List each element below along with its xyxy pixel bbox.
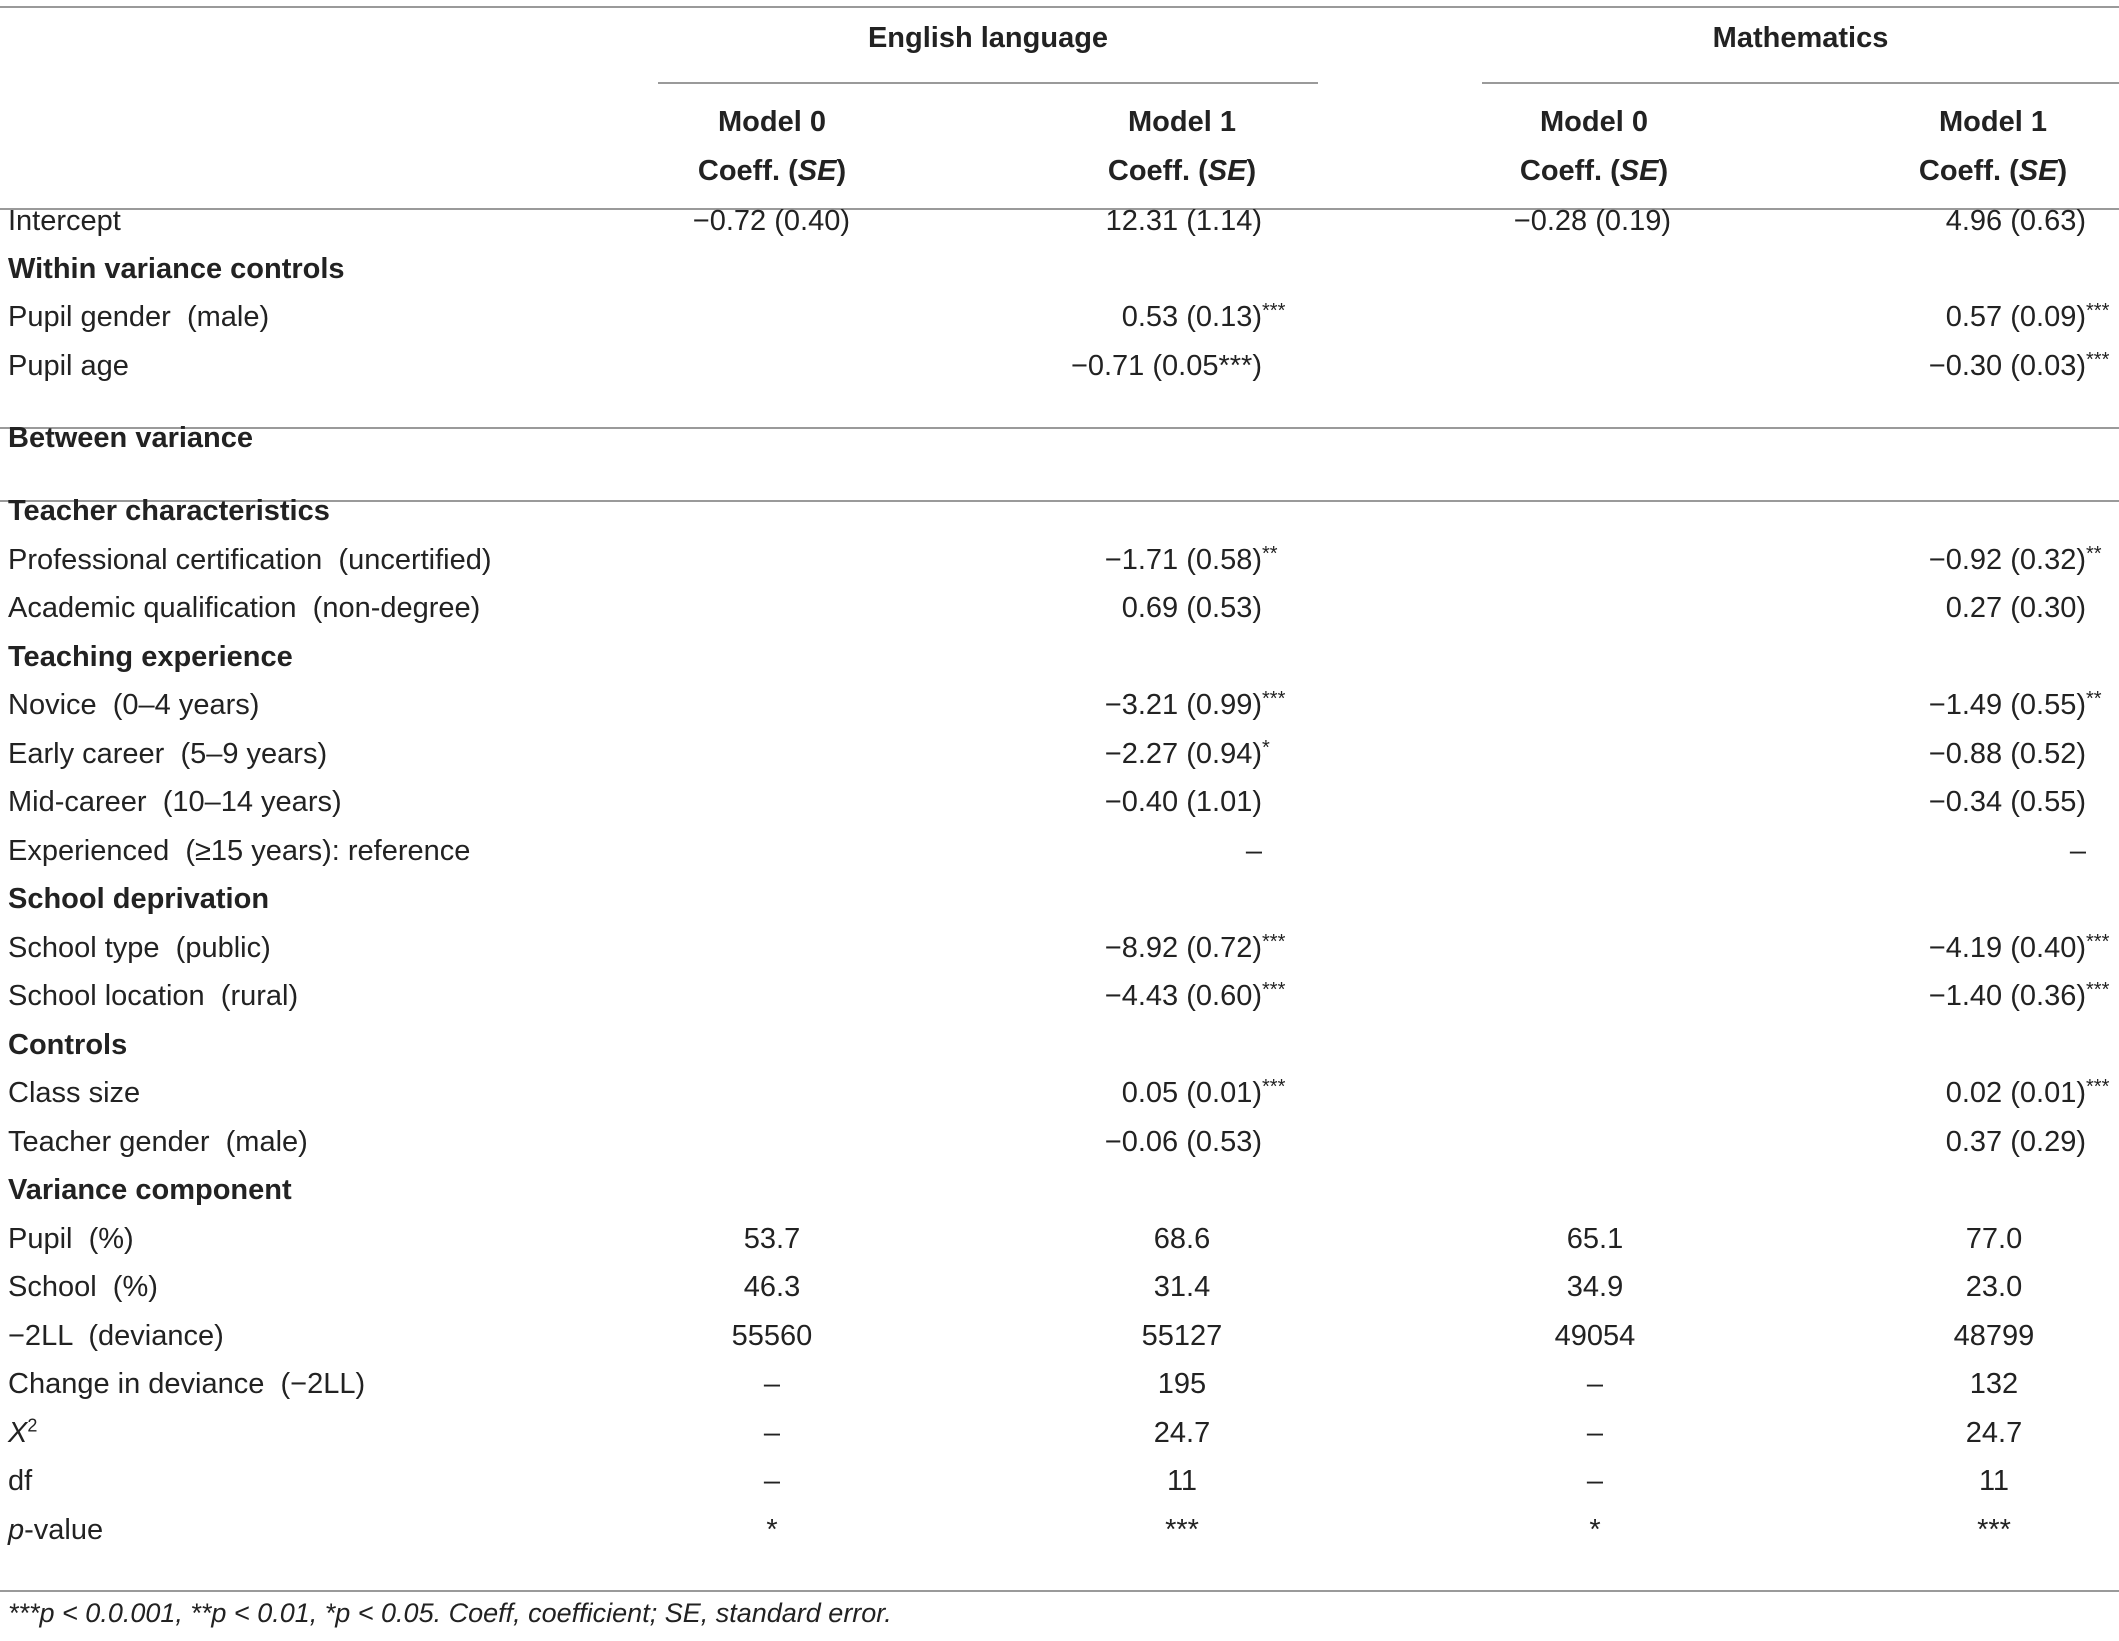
row-label <box>8 293 269 342</box>
row-label-text: Class size <box>8 1077 141 1109</box>
table-cell: 55127 <box>1141 1320 1223 1352</box>
row-label <box>8 827 470 876</box>
table-row <box>0 1263 2119 1312</box>
row-label <box>8 1506 103 1555</box>
table-row <box>0 1118 2119 1167</box>
table-cell: 77.0 <box>1965 1223 2023 1255</box>
cell-value: −2.27 (0.94) <box>1104 738 1262 770</box>
row-label-text: Teaching experience <box>8 641 293 673</box>
row-label-text: Academic qualification (non-degree) <box>8 592 481 624</box>
cell-value: −1.40 (0.36) <box>1928 980 2086 1012</box>
row-label-text: Pupil (%) <box>8 1223 134 1255</box>
table-cell: * <box>1589 1514 1601 1546</box>
section-label <box>8 1166 292 1215</box>
table-cell: * <box>766 1514 778 1546</box>
row-label <box>8 924 271 973</box>
cell-value: −1.71 (0.58) <box>1104 544 1262 576</box>
significance-stars: *** <box>1262 300 1286 322</box>
cell-value: −0.30 (0.03) <box>1928 350 2086 382</box>
table-cell: 53.7 <box>743 1223 801 1255</box>
coeff-label: Coeff. (SE) <box>697 155 847 187</box>
row-label-text: School (%) <box>8 1271 158 1303</box>
cell-value: 0.37 (0.29) <box>1945 1126 2086 1158</box>
table-row <box>0 1215 2119 1264</box>
row-label <box>8 1215 134 1264</box>
coeff-label: Coeff. (SE) <box>1519 155 1669 187</box>
cell-value: −0.88 (0.52) <box>1928 738 2086 770</box>
row-label-text: Controls <box>8 1029 128 1061</box>
model-label: Model 0 <box>1540 106 1648 138</box>
significance-stars: *** <box>2086 349 2110 371</box>
row-label-text: Pupil gender (male) <box>8 301 270 333</box>
section-header-row <box>0 633 2119 682</box>
cell-value: −0.72 (0.40) <box>692 205 850 237</box>
table-cell: 195 <box>1157 1368 1207 1400</box>
cell-value: 4.96 (0.63) <box>1945 205 2086 237</box>
significance-stars: *** <box>1262 688 1286 710</box>
table-cell: 23.0 <box>1965 1271 2023 1303</box>
coeff-label: Coeff. (SE) <box>1107 155 1257 187</box>
column-header-english-model1 <box>1032 98 1332 196</box>
row-label-text: Mid-career (10–14 years) <box>8 786 342 818</box>
row-label <box>8 730 327 779</box>
top-rule <box>0 6 2119 8</box>
row-label <box>8 584 480 633</box>
row-label-text: Between variance <box>8 422 254 454</box>
row-label-text: X <box>8 1417 28 1449</box>
row-label-text: Novice (0–4 years) <box>8 689 260 721</box>
column-header-maths-model1 <box>1843 98 2119 196</box>
table-row <box>0 1312 2119 1361</box>
table-row <box>0 1506 2119 1555</box>
table-bottom-rule <box>0 1590 2119 1592</box>
cell-value: −8.92 (0.72) <box>1104 932 1262 964</box>
table-row <box>0 924 2119 973</box>
table-row <box>0 342 2119 391</box>
table-row <box>0 730 2119 779</box>
table-cell: 24.7 <box>1153 1417 1211 1449</box>
column-header-maths-model0 <box>1444 98 1744 196</box>
table-cell: 55560 <box>731 1320 813 1352</box>
row-label <box>8 1312 224 1361</box>
significance-stars: *** <box>1262 979 1286 1001</box>
section-label <box>8 633 293 682</box>
significance-stars: * <box>1262 737 1270 759</box>
cell-value: – <box>1245 835 1262 867</box>
model-label: Model 1 <box>1939 106 2047 138</box>
table-row <box>0 197 2119 246</box>
table-cell: – <box>1586 1465 1604 1497</box>
table-cell: 132 <box>1969 1368 2019 1400</box>
table-cell: 11 <box>1978 1465 2010 1497</box>
cell-value: −0.71 (0.05***) <box>1070 350 1262 382</box>
section-header-row <box>0 414 2119 463</box>
english-group-rule <box>658 82 1318 84</box>
row-label <box>8 197 121 246</box>
section-header-row <box>0 245 2119 294</box>
row-label-text: School type (public) <box>8 932 271 964</box>
cell-value: 0.57 (0.09) <box>1945 301 2086 333</box>
table-row <box>0 1360 2119 1409</box>
row-label-text: Within variance controls <box>8 253 345 285</box>
table-cell: – <box>763 1368 781 1400</box>
table-cell: 68.6 <box>1153 1223 1211 1255</box>
row-label <box>8 778 342 827</box>
table-cell: – <box>1586 1417 1604 1449</box>
table-cell: – <box>1586 1368 1604 1400</box>
row-label-text: Variance component <box>8 1174 292 1206</box>
cell-value: 0.69 (0.53) <box>1121 592 1262 624</box>
table-cell: – <box>763 1465 781 1497</box>
coeff-label: Coeff. (SE) <box>1918 155 2068 187</box>
table-row <box>0 681 2119 730</box>
cell-value: −0.06 (0.53) <box>1104 1126 1262 1158</box>
section-label <box>8 414 253 463</box>
row-label <box>8 536 492 585</box>
table-row <box>0 1409 2119 1458</box>
significance-stars: *** <box>2086 1076 2110 1098</box>
cell-value: −0.40 (1.01) <box>1104 786 1262 818</box>
section-header-row <box>0 875 2119 924</box>
cell-value: −4.19 (0.40) <box>1928 932 2086 964</box>
cell-value: −0.34 (0.55) <box>1928 786 2086 818</box>
row-label-text: df <box>8 1465 33 1497</box>
row-label <box>8 1069 140 1118</box>
table-row <box>0 972 2119 1021</box>
section-label <box>8 487 330 536</box>
significance-stars: ** <box>2086 543 2102 565</box>
column-header-english-model0 <box>622 98 922 196</box>
table-row <box>0 1069 2119 1118</box>
row-label <box>8 1263 158 1312</box>
cell-value: 0.53 (0.13) <box>1121 301 1262 333</box>
model-label: Model 0 <box>718 106 826 138</box>
significance-stars: *** <box>1262 1076 1286 1098</box>
table-cell: *** <box>1165 1514 1199 1546</box>
section-header-row <box>0 1166 2119 1215</box>
table-cell: – <box>763 1417 781 1449</box>
table-cell: 49054 <box>1554 1320 1636 1352</box>
row-label-text: −2LL (deviance) <box>8 1320 224 1352</box>
cell-value: 0.05 (0.01) <box>1121 1077 1262 1109</box>
row-label-text: School location (rural) <box>8 980 299 1012</box>
table-row <box>0 293 2119 342</box>
row-label-rest: -value <box>24 1514 104 1546</box>
table-cell: 46.3 <box>743 1271 801 1303</box>
significance-stars: *** <box>2086 979 2110 1001</box>
significance-stars: *** <box>1262 931 1286 953</box>
table-cell: 48799 <box>1953 1320 2035 1352</box>
table-cell: 34.9 <box>1566 1271 1624 1303</box>
row-label-text: Pupil age <box>8 350 129 382</box>
row-label-superscript: 2 <box>27 1415 38 1436</box>
cell-value: −4.43 (0.60) <box>1104 980 1262 1012</box>
row-label <box>8 1457 32 1506</box>
section-label <box>8 875 269 924</box>
table-row <box>0 827 2119 876</box>
row-label <box>8 972 298 1021</box>
cell-value: −0.28 (0.19) <box>1513 205 1671 237</box>
section-label <box>8 1021 127 1070</box>
table-footnote: ***p < 0.0.001, **p < 0.01, *p < 0.05. Coeff, coefficient; SE, standard error. <box>8 1598 892 1628</box>
row-label-text: Experienced (≥15 years): reference <box>8 835 471 867</box>
row-label <box>8 1409 37 1458</box>
cell-value: −0.92 (0.32) <box>1928 544 2086 576</box>
cell-value: 0.27 (0.30) <box>1945 592 2086 624</box>
table-row <box>0 778 2119 827</box>
row-label-text: Change in deviance (−2LL) <box>8 1368 366 1400</box>
table-cell: *** <box>1977 1514 2011 1546</box>
row-label-text: Teacher characteristics <box>8 495 330 527</box>
row-label <box>8 342 129 391</box>
group-header-mathematics: Mathematics <box>1712 22 1889 54</box>
cell-value: – <box>2069 835 2086 867</box>
table-cell: 11 <box>1166 1465 1198 1497</box>
row-label-text: School deprivation <box>8 883 270 915</box>
table-row <box>0 1457 2119 1506</box>
cell-value: 0.02 (0.01) <box>1945 1077 2086 1109</box>
significance-stars: *** <box>2086 300 2110 322</box>
maths-group-rule <box>1482 82 2119 84</box>
section-header-row <box>0 487 2119 536</box>
model-label: Model 1 <box>1128 106 1236 138</box>
table-cell: 24.7 <box>1965 1417 2023 1449</box>
table-cell: 31.4 <box>1153 1271 1211 1303</box>
table-row <box>0 584 2119 633</box>
row-label-text: p <box>8 1514 25 1546</box>
significance-stars: ** <box>2086 688 2102 710</box>
section-label <box>8 245 345 294</box>
table-cell: 65.1 <box>1566 1223 1624 1255</box>
table-row <box>0 536 2119 585</box>
significance-stars: ** <box>1262 543 1278 565</box>
row-label <box>8 681 259 730</box>
row-label <box>8 1360 365 1409</box>
row-label-text: Early career (5–9 years) <box>8 738 328 770</box>
row-label-text: Teacher gender (male) <box>8 1126 308 1158</box>
cell-value: −3.21 (0.99) <box>1104 689 1262 721</box>
significance-stars: *** <box>2086 931 2110 953</box>
group-header-english: English language <box>867 22 1109 54</box>
row-label-text: Intercept <box>8 205 121 237</box>
row-label-text: Professional certification (uncertified) <box>8 544 492 576</box>
section-header-row <box>0 1021 2119 1070</box>
row-label <box>8 1118 308 1167</box>
cell-value: 12.31 (1.14) <box>1105 205 1262 237</box>
cell-value: −1.49 (0.55) <box>1928 689 2086 721</box>
